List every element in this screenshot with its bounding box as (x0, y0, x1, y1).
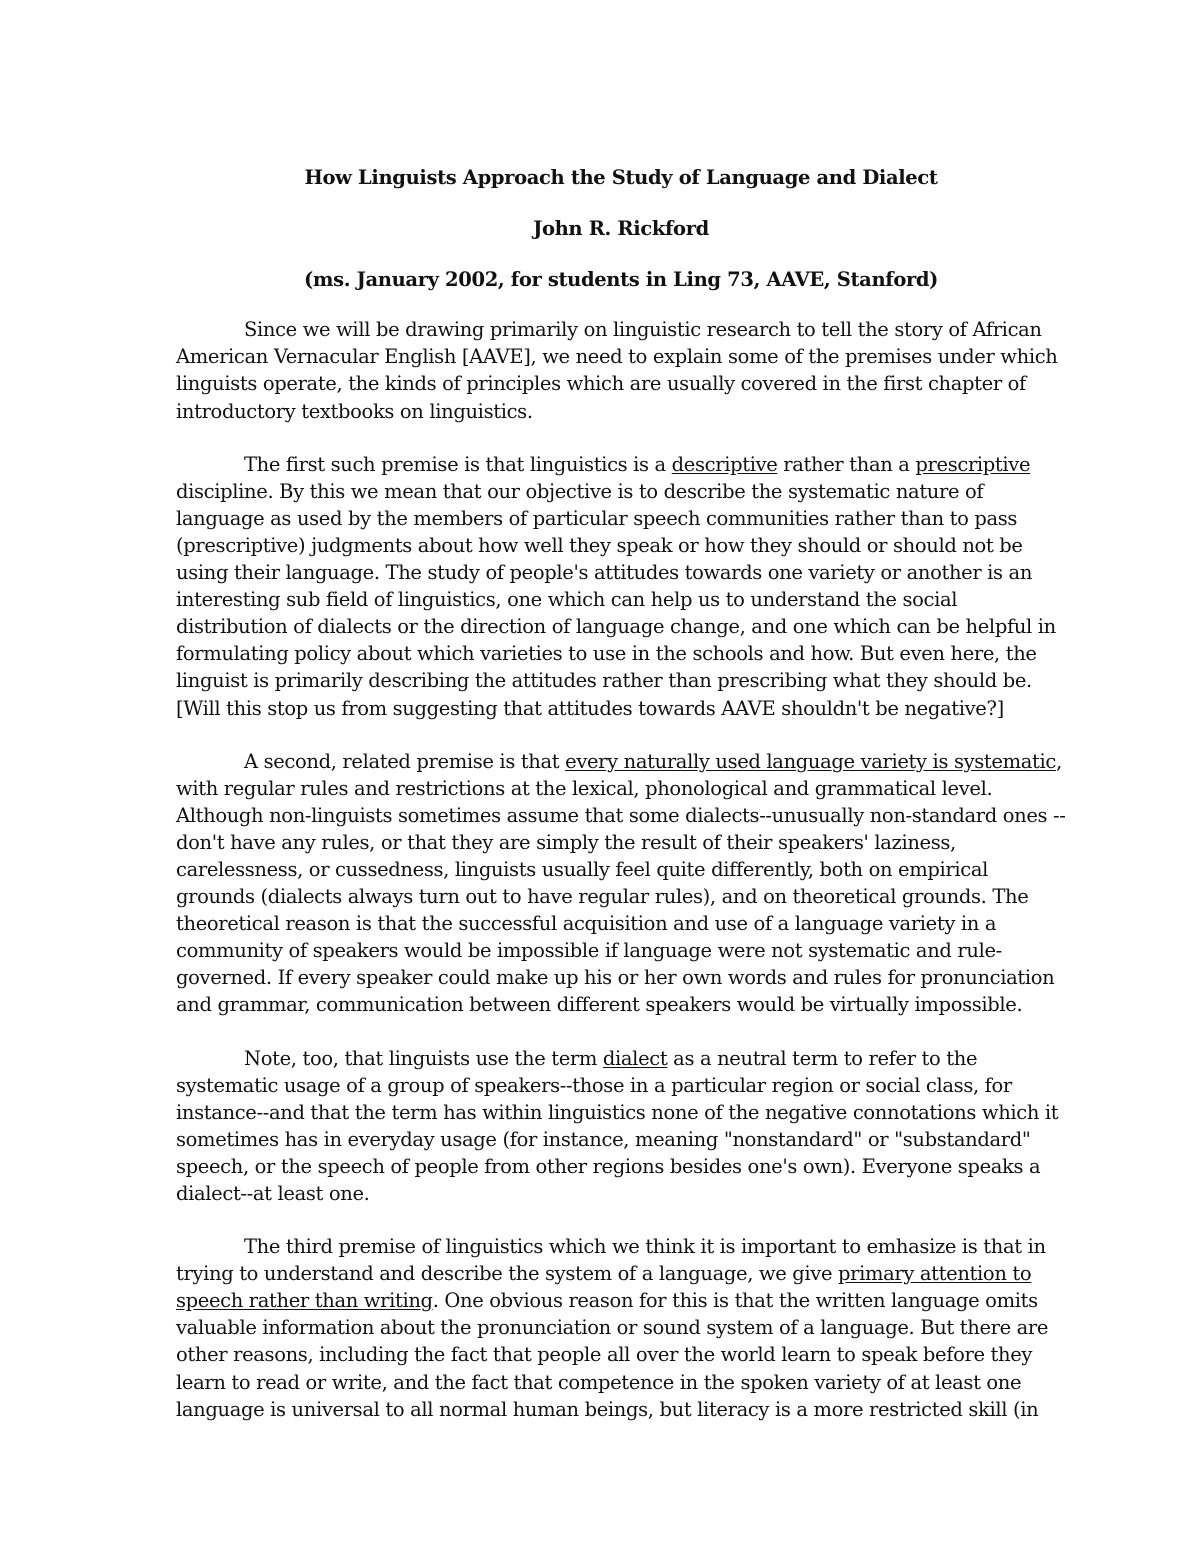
paragraph-5-text-a: The third premise of linguistics which we think it is important to emhasize is that in trying to understand and describe the system of a language, we give (176, 1235, 1046, 1286)
document-page (176, 164, 1066, 1423)
paragraph-4 (176, 1045, 1066, 1208)
underlined-term-prescriptive: prescriptive (915, 452, 1031, 476)
paragraph-5 (176, 1233, 1066, 1423)
document-title: How Linguists Approach the Study of Language and Dialect (304, 166, 938, 189)
underlined-phrase-systematic: every naturally used language variety is systematic (565, 749, 1056, 773)
underlined-phrase-speech-over-writing: primary attention to speech rather than writing (176, 1262, 1032, 1313)
paragraph-3-text-a: A second, related premise is that (244, 749, 566, 773)
paragraph-3 (176, 748, 1066, 1019)
document-meta: (ms. January 2002, for students in Ling 73, AAVE, Stanford) (303, 268, 939, 292)
underlined-term-dialect: dialect (602, 1046, 668, 1070)
paragraph-5-text-b: . One obvious reason for this is that the written language omits valuable information about the pronunciation or sound system of a language. But there are other reasons, including the fact that people all over the world learn to speak before they learn to read or write, and the fact that competence in the spoken variety of at least one language is universal to all normal human beings, but literacy is a more restricted skill (in (176, 1289, 1049, 1421)
underlined-term-descriptive: descriptive (671, 452, 778, 476)
paragraph-2-text-b: rather than a (777, 452, 916, 476)
paragraph-3-text-b: , with regular rules and restrictions at the lexical, phonological and grammatical level. Although non-linguists sometimes assume that some dialects--unusually non-standard ones --don't have any rules, or that they are simply the result of their speakers' laziness, carelessness, or cussedness, linguists usually feel quite differently, both on empirical grounds (dialects always turn out to have regular rules), and on theoretical grounds. The theoretical reason is that the successful acquisition and use of a language variety in a community of speakers would be impossible if language were not systematic and rule-governed. If every speaker could make up his or her own words and rules for pronunciation and grammar, communication between different speakers would be virtually impossible. (176, 749, 1066, 1017)
paragraph-2 (176, 451, 1066, 722)
paragraph-4-text-a: Note, too, that linguists use the term (244, 1046, 603, 1070)
paragraph-1 (176, 316, 1066, 424)
paragraph-2-text-a: The first such premise is that linguistics is a (244, 452, 672, 476)
paragraph-4-text-b: as a neutral term to refer to the systematic usage of a group of speakers--those in a particular region or social class, for instance--and that the term has within linguistics none of the negative connotations which it sometimes has in everyday usage (for instance, meaning "nonstandard" or "substandard" speech, or the speech of people from other regions besides one's own). Everyone speaks a dialect--at least one. (176, 1046, 1059, 1205)
document-author: John R. Rickford (533, 217, 709, 241)
paragraph-1-text: Since we will be drawing primarily on linguistic research to tell the story of African American Vernacular English [AAVE], we need to explain some of the premises under which linguists operate, the kinds of principles which are usually covered in the first chapter of introductory textbooks on linguistics. (176, 318, 1058, 423)
paragraph-2-text-c: discipline. By this we mean that our objective is to describe the systematic nature of language as used by the members of particular speech communities rather than to pass (prescriptive) judgments about how well they speak or how they should or should not be using their language. The study of people's attitudes towards one variety or another is an interesting sub field of linguistics, one which can help us to understand the social distribution of dialects or the direction of language change, and one which can be helpful in formulating policy about which varieties to use in the schools and how. But even here, the linguist is primarily describing the attitudes rather than prescribing what they should be. [Will this stop us from suggesting that attitudes towards AAVE shouldn't be negative?] (176, 479, 1056, 720)
